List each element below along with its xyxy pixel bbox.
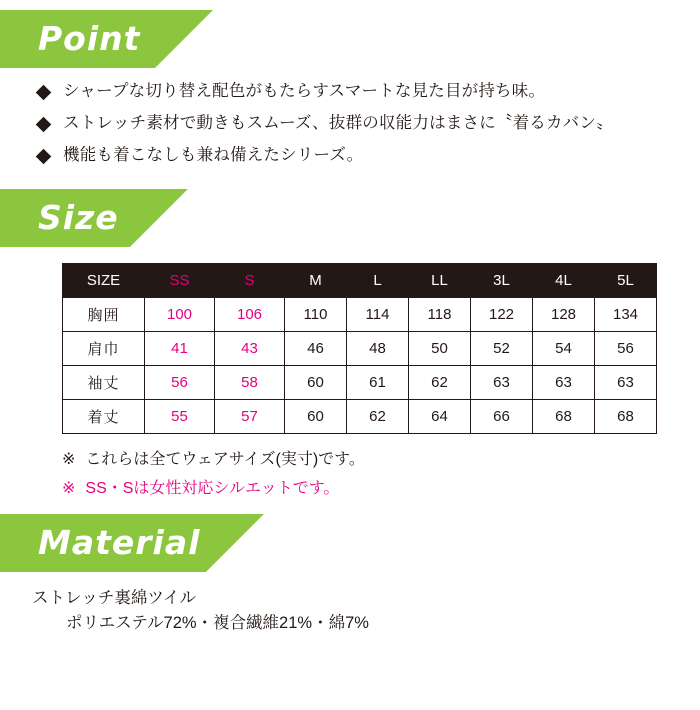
point-heading-text: Point <box>38 19 141 58</box>
material-heading-text: Material <box>38 522 201 562</box>
size-notes <box>0 446 700 498</box>
table-cell: 110 <box>285 297 347 331</box>
diamond-bullet-icon <box>36 117 52 133</box>
diamond-bullet-icon <box>36 149 52 165</box>
note-text: SS・Sは女性対応シルエットです。 <box>85 479 340 497</box>
banner-tail-size <box>130 189 188 247</box>
point-list <box>0 82 700 165</box>
table-cell: 100 <box>145 297 215 331</box>
table-cell: 55 <box>145 399 215 433</box>
table-header-cell: SS <box>145 263 215 297</box>
size-heading-text: Size <box>38 197 119 237</box>
table-cell: 41 <box>145 331 215 365</box>
note-mark-icon: ※ <box>62 450 76 468</box>
point-item <box>38 114 700 133</box>
point-item <box>38 146 700 165</box>
table-cell: 60 <box>285 399 347 433</box>
table-cell: 46 <box>285 331 347 365</box>
table-header-cell: M <box>285 263 347 297</box>
table-cell: 57 <box>215 399 285 433</box>
material-body <box>0 586 700 637</box>
table-cell: 66 <box>471 399 533 433</box>
table-cell: 106 <box>215 297 285 331</box>
table-cell: 118 <box>409 297 471 331</box>
table-cell: 54 <box>533 331 595 365</box>
table-header-cell: 4L <box>533 263 595 297</box>
table-header-cell: SIZE <box>63 263 145 297</box>
table-cell: 62 <box>347 399 409 433</box>
row-label: 肩巾 <box>63 331 145 365</box>
size-heading-banner <box>0 189 700 247</box>
table-row <box>63 365 657 399</box>
table-cell: 64 <box>409 399 471 433</box>
point-item-label: 機能も着こなしも兼ね備えたシリーズ。 <box>63 145 364 164</box>
diamond-bullet-icon <box>36 85 52 101</box>
material-line-1: ストレッチ裏綿ツイル <box>32 588 197 607</box>
note-mark-icon: ※ <box>62 479 76 497</box>
note-item <box>62 475 700 498</box>
table-cell: 63 <box>471 365 533 399</box>
table-cell: 52 <box>471 331 533 365</box>
table-cell: 58 <box>215 365 285 399</box>
table-cell: 128 <box>533 297 595 331</box>
table-cell: 61 <box>347 365 409 399</box>
note-item <box>62 446 700 469</box>
table-cell: 68 <box>595 399 657 433</box>
table-header-row <box>63 263 657 297</box>
table-header-cell: LL <box>409 263 471 297</box>
table-cell: 48 <box>347 331 409 365</box>
table-cell: 134 <box>595 297 657 331</box>
point-item <box>38 82 700 101</box>
note-text: これらは全てウェアサイズ(実寸)です。 <box>85 450 365 468</box>
table-cell: 63 <box>595 365 657 399</box>
table-cell: 56 <box>145 365 215 399</box>
product-spec-page <box>0 10 700 710</box>
table-cell: 122 <box>471 297 533 331</box>
banner-tail-point <box>155 10 213 68</box>
table-cell: 56 <box>595 331 657 365</box>
material-heading-banner <box>0 514 700 572</box>
point-item-label: シャープな切り替え配色がもたらすスマートな見た目が持ち味。 <box>63 82 546 100</box>
row-label: 着丈 <box>63 399 145 433</box>
table-cell: 60 <box>285 365 347 399</box>
point-item-label: ストレッチ素材で動きもスムーズ、抜群の収能力はまさに〝着るカバン〟 <box>63 113 613 132</box>
table-cell: 50 <box>409 331 471 365</box>
table-header-cell: 3L <box>471 263 533 297</box>
table-cell: 68 <box>533 399 595 433</box>
table-cell: 43 <box>215 331 285 365</box>
table-row <box>63 297 657 331</box>
size-table <box>62 263 657 434</box>
material-line-2: ポリエステル72%・複合繊維21%・綿7% <box>66 614 369 633</box>
table-row <box>63 399 657 433</box>
table-header-cell: S <box>215 263 285 297</box>
point-heading-banner <box>0 10 700 68</box>
row-label: 胸囲 <box>63 297 145 331</box>
table-row <box>63 331 657 365</box>
table-header-cell: L <box>347 263 409 297</box>
banner-tail-material <box>206 514 264 572</box>
table-cell: 62 <box>409 365 471 399</box>
table-cell: 63 <box>533 365 595 399</box>
row-label: 袖丈 <box>63 365 145 399</box>
table-header-cell: 5L <box>595 263 657 297</box>
size-table-wrapper <box>0 263 700 434</box>
table-cell: 114 <box>347 297 409 331</box>
